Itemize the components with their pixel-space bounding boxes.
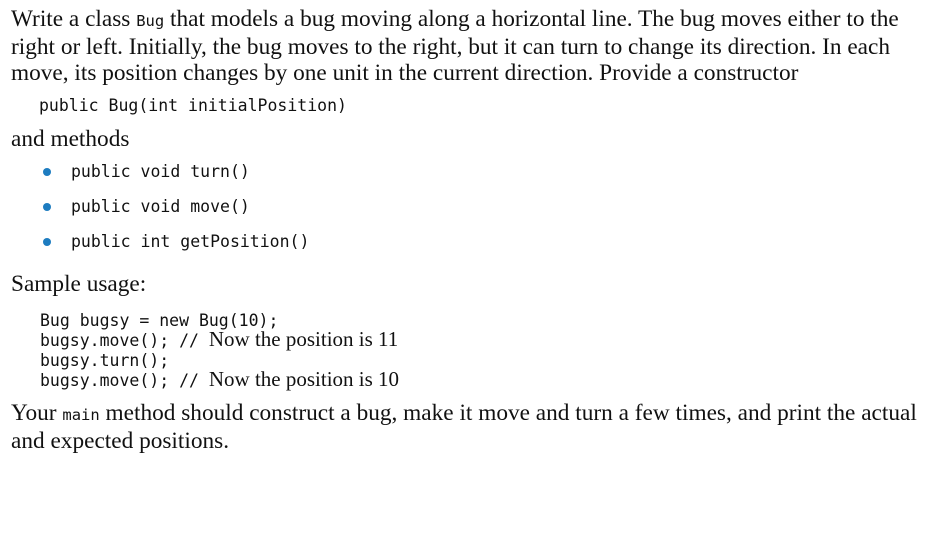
code-comment: Now the position is 11 bbox=[208, 327, 399, 351]
constructor-signature: public Bug(int initialPosition) bbox=[39, 96, 347, 115]
methods-list bbox=[11, 160, 926, 265]
bullet-icon bbox=[43, 203, 51, 211]
code-line bbox=[40, 349, 926, 369]
exercise-text bbox=[11, 6, 926, 454]
methods-heading: and methods bbox=[11, 126, 130, 152]
method-signature: public void move() bbox=[71, 197, 250, 216]
code-text: Bug bugsy = new Bug(10); bbox=[40, 311, 279, 330]
bullet-icon bbox=[43, 168, 51, 176]
sample-heading: Sample usage: bbox=[11, 271, 147, 297]
method-signature: public void turn() bbox=[71, 162, 250, 181]
method-signature: public int getPosition() bbox=[71, 232, 310, 251]
intro-text-start: Write a class bbox=[11, 6, 137, 32]
closing-text-rest: method should construct a bug, make it move and turn a few times, and print the actual and expected positions. bbox=[11, 400, 917, 454]
sample-code-block bbox=[40, 309, 926, 389]
closing-paragraph bbox=[11, 400, 926, 454]
code-text: bugsy.move(); // bbox=[40, 371, 209, 390]
method-item bbox=[11, 195, 926, 230]
code-comment: Now the position is 10 bbox=[208, 367, 400, 391]
code-line bbox=[40, 309, 926, 329]
inline-code-main: main bbox=[62, 406, 100, 424]
bullet-icon bbox=[43, 238, 51, 246]
method-item bbox=[11, 160, 926, 195]
code-line bbox=[40, 369, 926, 389]
intro-paragraph bbox=[11, 6, 926, 86]
inline-code-bug: Bug bbox=[136, 12, 165, 30]
intro-text-rest: that models a bug moving along a horizontal line. The bug moves either to the right or left. Initially, the bug moves to the right, but it can turn to change its direction. In each move, its position changes by one unit in the current direction. Provide a constructor bbox=[11, 6, 899, 86]
code-text: bugsy.move(); // bbox=[40, 331, 209, 350]
closing-text-start: Your bbox=[11, 400, 63, 426]
code-text: bugsy.turn(); bbox=[40, 351, 170, 370]
method-item bbox=[11, 230, 926, 265]
code-line bbox=[40, 329, 926, 349]
